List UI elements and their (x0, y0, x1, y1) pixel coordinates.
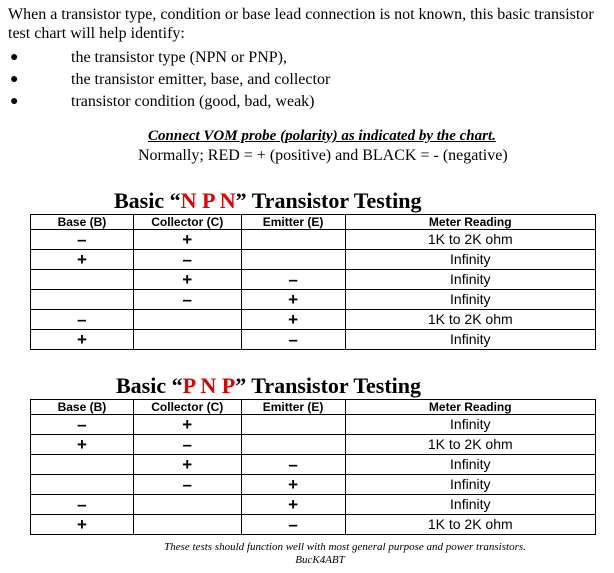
header-row (31, 215, 596, 230)
pnp-test-table (30, 399, 596, 535)
footnote-text: These tests should function well with most general purpose and power transistors. (164, 541, 526, 553)
header-emitter: Emitter (E) (241, 215, 345, 230)
bullet-icon: ● (10, 72, 19, 87)
list-item (8, 47, 330, 69)
table-row (31, 515, 596, 535)
cell-collector: + (133, 415, 241, 435)
cell-base: + (31, 435, 134, 455)
cell-emitter: – (241, 455, 345, 475)
table-row (31, 455, 596, 475)
list-item (8, 69, 330, 91)
bullet-list (8, 47, 330, 113)
cell-base (31, 290, 134, 310)
title-type: N P N (180, 188, 236, 213)
cell-base: – (31, 495, 134, 515)
cell-meter-reading: 1K to 2K ohm (345, 230, 596, 250)
list-item (8, 91, 330, 113)
cell-emitter: + (241, 310, 345, 330)
table-row (31, 330, 596, 350)
cell-emitter (241, 415, 345, 435)
bullet-icon: ● (10, 50, 19, 65)
table-row (31, 310, 596, 330)
table-row (31, 415, 596, 435)
header-base: Base (B) (31, 400, 134, 415)
cell-emitter: + (241, 475, 345, 495)
header-row (31, 400, 596, 415)
bullet-text: transistor condition (good, bad, weak) (71, 93, 315, 110)
cell-collector: – (133, 435, 241, 455)
header-base: Base (B) (31, 215, 134, 230)
cell-meter-reading: Infinity (345, 415, 596, 435)
cell-collector: – (133, 475, 241, 495)
cell-collector: + (133, 270, 241, 290)
header-collector: Collector (C) (133, 215, 241, 230)
cell-collector: – (133, 290, 241, 310)
cell-collector: + (133, 455, 241, 475)
cell-emitter: + (241, 495, 345, 515)
polarity-note: Normally; RED = + (positive) and BLACK = - (negative) (138, 147, 508, 164)
cell-base: + (31, 250, 134, 270)
header-collector: Collector (C) (133, 400, 241, 415)
cell-emitter: – (241, 330, 345, 350)
bullet-icon: ● (10, 94, 19, 109)
title-suffix: ” Transistor Testing (235, 373, 422, 398)
cell-meter-reading: 1K to 2K ohm (345, 435, 596, 455)
cell-base (31, 270, 134, 290)
pnp-table-title (116, 373, 421, 399)
cell-collector: + (133, 230, 241, 250)
npn-table-title (114, 188, 421, 214)
header-emitter: Emitter (E) (241, 400, 345, 415)
bullet-text: the transistor emitter, base, and collector (71, 71, 331, 88)
cell-meter-reading: 1K to 2K ohm (345, 515, 596, 535)
table-row (31, 495, 596, 515)
cell-meter-reading: Infinity (345, 455, 596, 475)
cell-emitter: – (241, 515, 345, 535)
cell-meter-reading: Infinity (345, 475, 596, 495)
footnote (0, 541, 614, 567)
cell-meter-reading: Infinity (345, 250, 596, 270)
cell-collector: – (133, 250, 241, 270)
title-prefix: Basic “ (114, 188, 181, 213)
cell-base (31, 475, 134, 495)
cell-meter-reading: Infinity (345, 270, 596, 290)
title-suffix: ” Transistor Testing (235, 188, 422, 213)
cell-base: + (31, 330, 134, 350)
cell-meter-reading: Infinity (345, 330, 596, 350)
title-prefix: Basic “ (116, 373, 183, 398)
header-meter-reading: Meter Reading (345, 215, 596, 230)
cell-collector (133, 515, 241, 535)
cell-meter-reading: Infinity (345, 290, 596, 310)
intro-paragraph: When a transistor type, condition or base lead connection is not known, this basic transistor test chart will help identify: (8, 6, 594, 42)
cell-base: – (31, 310, 134, 330)
npn-test-table (30, 214, 596, 350)
cell-meter-reading: Infinity (345, 495, 596, 515)
cell-collector (133, 310, 241, 330)
cell-base: + (31, 515, 134, 535)
cell-emitter: – (241, 270, 345, 290)
cell-emitter (241, 250, 345, 270)
table-row (31, 270, 596, 290)
table-row (31, 250, 596, 270)
table-row (31, 230, 596, 250)
cell-meter-reading: 1K to 2K ohm (345, 310, 596, 330)
cell-base: – (31, 230, 134, 250)
table-row (31, 290, 596, 310)
cell-emitter (241, 435, 345, 455)
cell-emitter: + (241, 290, 345, 310)
connect-note: Connect VOM probe (polarity) as indicated by the chart. (148, 128, 496, 144)
table-row (31, 435, 596, 455)
author-signature: BucK4ABT (295, 554, 345, 566)
title-type: P N P (182, 373, 236, 398)
bullet-text: the transistor type (NPN or PNP), (71, 49, 287, 66)
cell-collector (133, 495, 241, 515)
cell-base (31, 455, 134, 475)
cell-base: – (31, 415, 134, 435)
header-meter-reading: Meter Reading (345, 400, 596, 415)
table-row (31, 475, 596, 495)
cell-collector (133, 330, 241, 350)
cell-emitter (241, 230, 345, 250)
